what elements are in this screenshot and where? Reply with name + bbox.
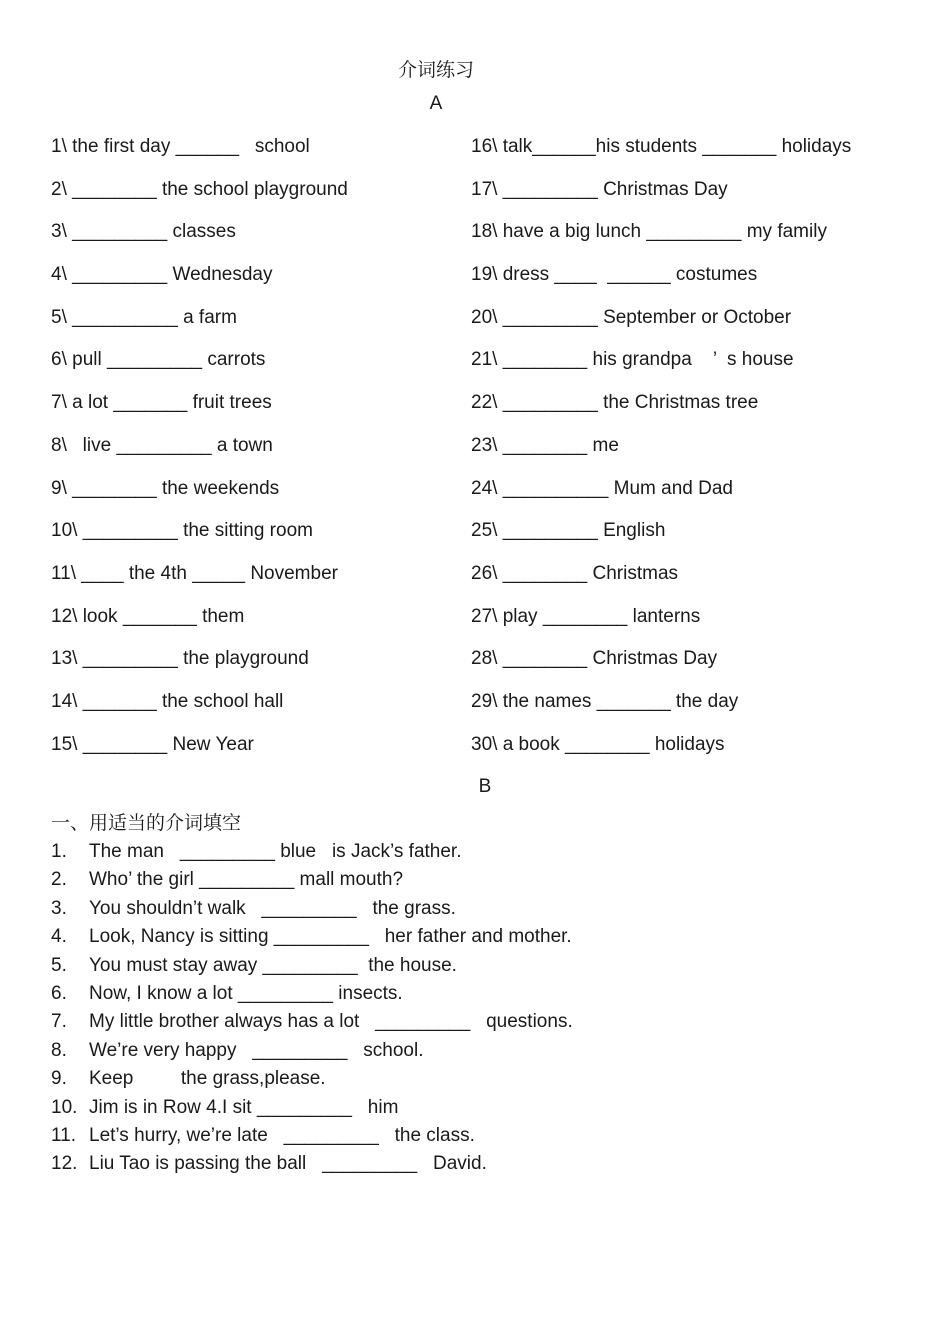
question-text: We’re very happy _________ school. xyxy=(89,1039,424,1061)
question-number: 5. xyxy=(51,954,67,976)
exercise-item: 2\ ________ the school playground xyxy=(51,178,348,200)
question-text: Liu Tao is passing the ball _________ David. xyxy=(89,1153,487,1175)
question-number: 2. xyxy=(51,869,67,891)
page-title: 介词练习 xyxy=(397,59,474,81)
exercise-item: 18\ have a big lunch _________ my family xyxy=(471,221,827,243)
question-item xyxy=(51,1150,573,1178)
exercise-item: 30\ a book ________ holidays xyxy=(471,733,725,755)
exercise-item: 5\ __________ a farm xyxy=(51,306,237,328)
exercise-item: 7\ a lot _______ fruit trees xyxy=(51,392,272,414)
section-b-heading: 一、用适当的介词填空 xyxy=(51,812,242,834)
exercise-item: 29\ the names _______ the day xyxy=(471,690,739,712)
question-text: Keep the grass,please. xyxy=(89,1068,326,1090)
question-item xyxy=(51,866,573,894)
exercise-item: 15\ ________ New Year xyxy=(51,733,254,755)
question-text: Who’ the girl _________ mall mouth? xyxy=(89,869,404,891)
exercise-item: 20\ _________ September or October xyxy=(471,306,792,328)
question-text: You shouldn’t walk _________ the grass. xyxy=(89,897,456,919)
section-a-left-column xyxy=(51,133,348,773)
question-item xyxy=(51,1008,573,1036)
exercise-item: 24\ __________ Mum and Dad xyxy=(471,477,733,499)
question-number: 12. xyxy=(51,1153,78,1175)
exercise-item: 21\ ________ his grandpa ’ s house xyxy=(471,349,794,371)
exercise-item: 6\ pull _________ carrots xyxy=(51,349,266,371)
question-number: 1. xyxy=(51,841,67,862)
question-item xyxy=(51,838,573,866)
question-item xyxy=(51,895,573,923)
question-number: 11. xyxy=(51,1124,77,1146)
question-text: The man _________ blue is Jack’s father. xyxy=(89,841,462,862)
question-text: Look, Nancy is sitting _________ her father and mother. xyxy=(89,926,572,948)
question-text: My little brother always has a lot _________ questions. xyxy=(89,1011,573,1033)
question-number: 8. xyxy=(51,1039,67,1061)
question-text: Now, I know a lot _________ insects. xyxy=(89,982,403,1004)
section-b-questions xyxy=(51,838,573,1179)
question-text: Let’s hurry, we’re late _________ the class. xyxy=(89,1124,475,1146)
exercise-item: 27\ play ________ lanterns xyxy=(471,605,701,627)
question-number: 3. xyxy=(51,897,67,919)
exercise-item: 9\ ________ the weekends xyxy=(51,477,280,499)
exercise-item: 4\ _________ Wednesday xyxy=(51,264,273,286)
question-item xyxy=(51,1037,573,1065)
question-number: 4. xyxy=(51,926,67,948)
section-a-right-column xyxy=(471,133,851,773)
question-item xyxy=(51,1122,573,1150)
question-item xyxy=(51,952,573,980)
question-item xyxy=(51,980,573,1008)
exercise-item: 8\ live _________ a town xyxy=(51,434,273,456)
exercise-item: 11\ ____ the 4th _____ November xyxy=(51,562,338,584)
section-a-label: A xyxy=(429,93,443,114)
exercise-item: 1\ the first day ______ school xyxy=(51,136,310,157)
question-text: You must stay away _________ the house. xyxy=(89,954,457,976)
question-number: 7. xyxy=(51,1011,67,1033)
question-item xyxy=(51,923,573,951)
exercise-item: 14\ _______ the school hall xyxy=(51,690,284,712)
exercise-item: 28\ ________ Christmas Day xyxy=(471,648,718,670)
exercise-item: 10\ _________ the sitting room xyxy=(51,520,313,542)
question-number: 9. xyxy=(51,1068,67,1090)
exercise-item: 3\ _________ classes xyxy=(51,221,236,243)
question-text: Jim is in Row 4.I sit _________ him xyxy=(89,1096,399,1118)
exercise-item: 12\ look _______ them xyxy=(51,605,245,627)
exercise-item: 23\ ________ me xyxy=(471,434,619,456)
question-item xyxy=(51,1094,573,1122)
section-b-label: B xyxy=(478,776,492,797)
question-item xyxy=(51,1065,573,1093)
exercise-item: 22\ _________ the Christmas tree xyxy=(471,392,759,414)
question-number: 6. xyxy=(51,982,67,1004)
question-number: 10. xyxy=(51,1096,78,1118)
exercise-item: 13\ _________ the playground xyxy=(51,648,309,670)
exercise-item: 17\ _________ Christmas Day xyxy=(471,178,728,200)
exercise-item: 19\ dress ____ ______ costumes xyxy=(471,264,758,286)
exercise-item: 25\ _________ English xyxy=(471,520,666,542)
exercise-item: 16\ talk______his students _______ holidays xyxy=(471,136,852,157)
exercise-item: 26\ ________ Christmas xyxy=(471,562,679,584)
